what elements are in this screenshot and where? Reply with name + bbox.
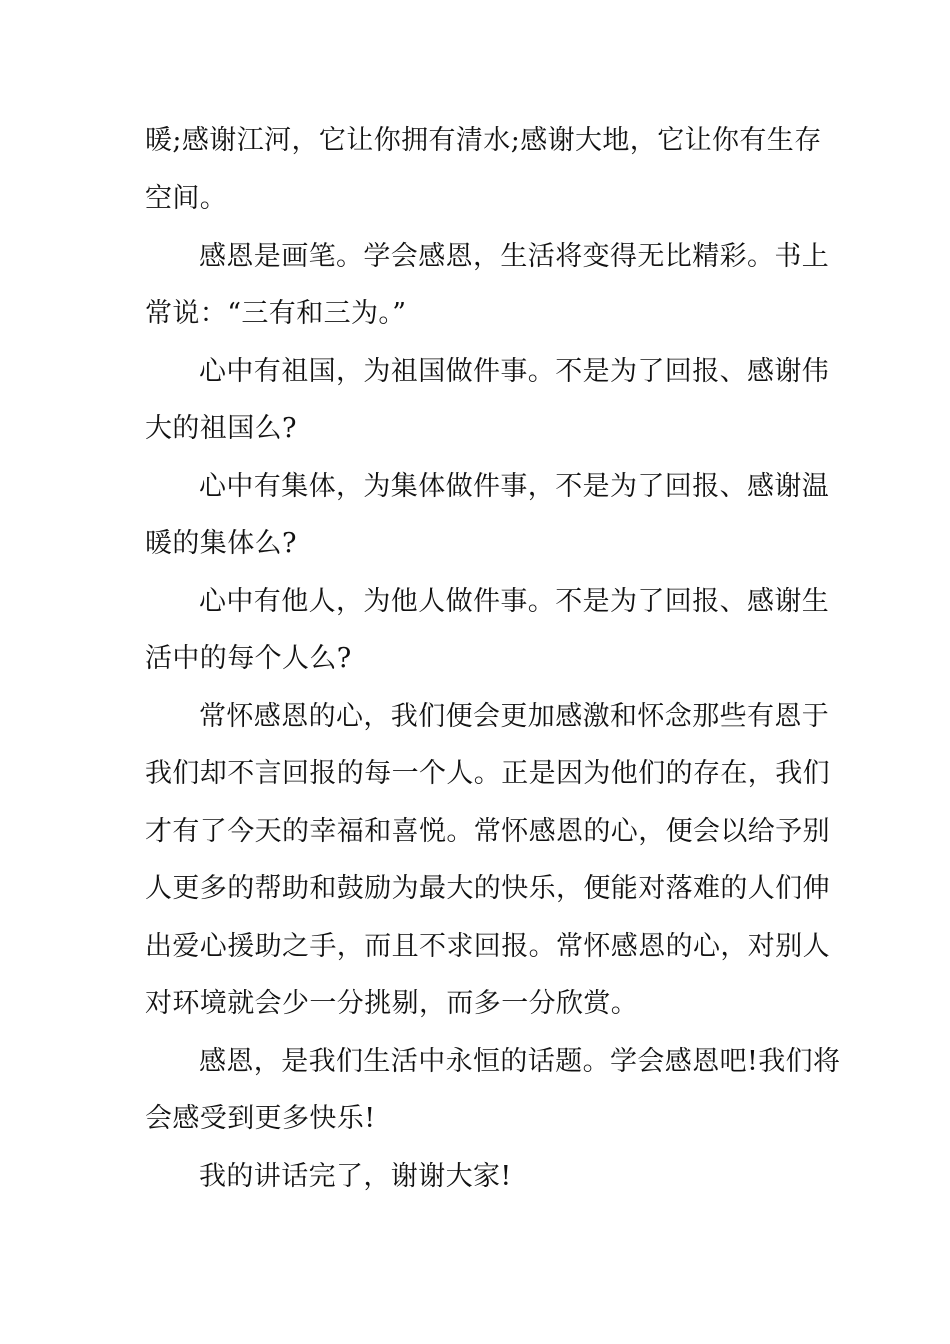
text-line: 才有了今天的幸福和喜悦。常怀感恩的心，便会以给予别 bbox=[145, 816, 830, 847]
paragraph-first-line: 常怀感恩的心，我们便会更加感激和怀念那些有恩于 bbox=[199, 701, 830, 732]
text-line: 会感受到更多快乐! bbox=[145, 1103, 376, 1134]
text-line: 暖的集体么? bbox=[145, 528, 297, 559]
paragraph-first-line: 心中有他人，为他人做件事。不是为了回报、感谢生 bbox=[199, 586, 830, 617]
text-line: 对环境就会少一分挑剔，而多一分欣赏。 bbox=[145, 988, 639, 1019]
text-line: 我们却不言回报的每一个人。正是因为他们的存在，我们 bbox=[145, 758, 830, 789]
text-line: 出爱心援助之手，而且不求回报。常怀感恩的心，对别人 bbox=[145, 931, 830, 962]
text-line: 活中的每个人么? bbox=[145, 643, 352, 674]
text-line: 大的祖国么? bbox=[145, 413, 297, 444]
text-line: 空间。 bbox=[145, 183, 228, 214]
text-line: 人更多的帮助和鼓励为最大的快乐，便能对落难的人们伸 bbox=[145, 873, 830, 904]
paragraph-first-line: 感恩，是我们生活中永恒的话题。学会感恩吧!我们将 bbox=[199, 1046, 841, 1077]
closing-line: 我的讲话完了，谢谢大家! bbox=[199, 1161, 512, 1192]
text-line: 暖;感谢江河，它让你拥有清水;感谢大地，它让你有生存 bbox=[145, 125, 822, 156]
paragraph-first-line: 心中有祖国，为祖国做件事。不是为了回报、感谢伟 bbox=[199, 356, 830, 387]
text-line: 常说：“三有和三为。” bbox=[145, 298, 407, 329]
paragraph-first-line: 心中有集体，为集体做件事，不是为了回报、感谢温 bbox=[199, 471, 830, 502]
paragraph-first-line: 感恩是画笔。学会感恩，生活将变得无比精彩。书上 bbox=[199, 241, 830, 272]
